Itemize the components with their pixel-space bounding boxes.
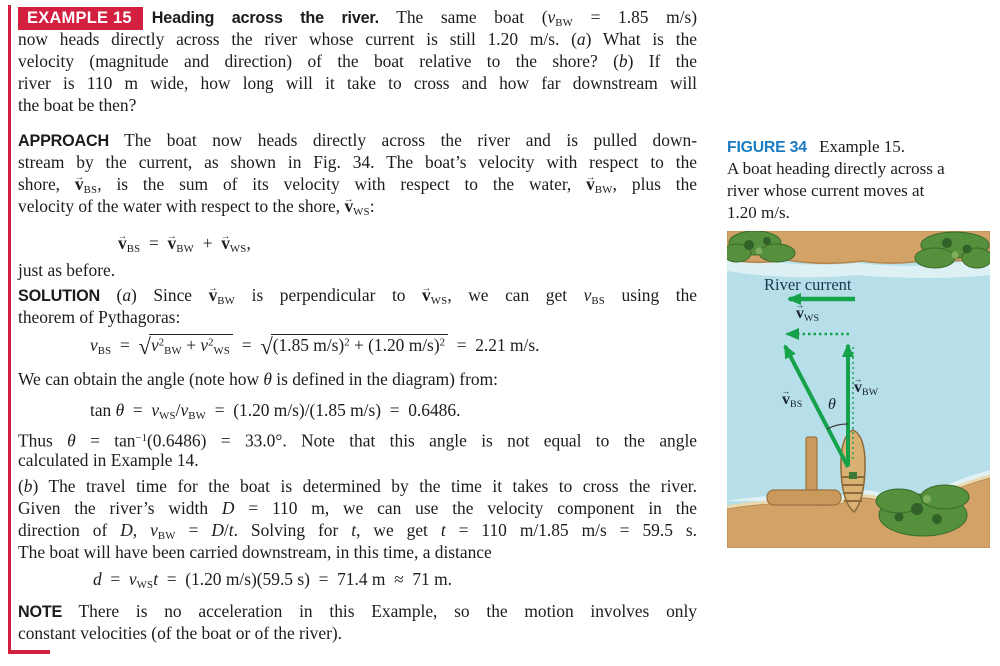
text-run: = — [124, 400, 152, 420]
body-line — [18, 50, 697, 72]
italic-text: v — [583, 285, 592, 305]
figure-column — [727, 136, 991, 548]
text-run: Example 15. — [814, 137, 906, 156]
text-run: constant velocities (of the boat or of the river). — [18, 623, 343, 643]
text-run: , — [132, 520, 151, 540]
bold-label: SOLUTION — [18, 287, 100, 305]
subscript: WS — [229, 243, 247, 256]
overline-group — [271, 334, 448, 355]
equation-line — [18, 231, 697, 255]
figure-label: FIGURE 34 — [727, 139, 807, 156]
text-run: = — [175, 520, 212, 540]
text-run: = — [140, 233, 168, 253]
text-run: velocity of the water with respect to the shore, — [18, 196, 345, 216]
bold-label: Heading across the river. — [151, 9, 379, 27]
subscript: BW — [176, 243, 194, 256]
text-run: The same boat ( — [378, 7, 548, 27]
body-line — [18, 497, 697, 519]
italic-text: v — [128, 569, 137, 589]
dock-log — [767, 490, 841, 505]
italic-text: t — [153, 569, 159, 589]
subscript: WS — [804, 312, 820, 324]
text-run: = (1.20 m/s)/(1.85 m/s) = 0.6486. — [206, 400, 461, 420]
italic-text: t — [440, 520, 446, 540]
subscript: BS — [97, 345, 112, 358]
italic-text: a — [122, 285, 132, 305]
italic-text: v — [180, 400, 189, 420]
text-run: + (1.20 m/s) — [349, 335, 440, 355]
italic-text: a — [576, 29, 586, 49]
italic-text: b — [618, 51, 628, 71]
text-run: river is 110 m wide, how long will it take to cross and how far downstream will — [18, 73, 697, 93]
text-run: , we can get — [447, 285, 584, 305]
italic-text: v — [150, 335, 159, 355]
superscript: 2 — [208, 336, 214, 349]
superscript: 2 — [344, 336, 350, 349]
subscript: BS — [790, 398, 803, 410]
text-run: River current — [764, 275, 852, 294]
text-run: There is no acceleration in this Example, so the motion involves only — [62, 601, 697, 621]
body-line — [727, 180, 991, 202]
text-run: = 2.21 m/s. — [448, 335, 540, 355]
italic-text: t — [228, 520, 234, 540]
boat-motor — [849, 472, 857, 479]
figure-caption — [727, 136, 991, 224]
text-run: ) What is the — [585, 29, 698, 49]
body-line — [18, 541, 697, 563]
text-run: velocity (magnitude and direction) of the boat relative to the shore? ( — [18, 51, 619, 71]
text-run: Thus — [18, 430, 68, 451]
subscript: BW — [555, 17, 574, 30]
italic-text: θ — [263, 369, 272, 389]
subscript: BW — [164, 345, 182, 358]
text-run: stream by the current, as shown in Fig. 34. The boat’s velocity with respect to the — [18, 152, 697, 172]
vector-symbol: → v — [344, 195, 353, 217]
subscript: BS — [591, 295, 605, 308]
body-line — [18, 427, 697, 449]
vbw-label — [854, 379, 878, 398]
italic-text: b — [23, 476, 33, 496]
vector-symbol: → v — [422, 284, 431, 306]
text-run: ( — [18, 476, 24, 496]
bold-label: APPROACH — [18, 132, 109, 150]
left-red-rule — [8, 5, 11, 653]
italic-text: D — [221, 498, 235, 518]
text-run: ) Since — [131, 285, 209, 305]
text-run: is defined in the diagram) from: — [271, 369, 498, 389]
equation-line — [18, 398, 697, 422]
text-run: + — [181, 335, 201, 355]
body-line — [18, 259, 697, 281]
text-run: , plus the — [612, 174, 697, 194]
overline-group — [149, 334, 233, 358]
left-red-rule-foot — [8, 650, 50, 654]
superscript: 2 — [158, 336, 165, 349]
text-run: The boat now heads directly across the river and is pulled down- — [108, 130, 697, 150]
text-run: , we get — [356, 520, 441, 540]
body-line — [18, 519, 697, 541]
text-run: The boat will have been carried downstream, in this time, a distance — [18, 542, 492, 562]
subscript: BW — [157, 530, 176, 543]
text-run: direction of — [18, 520, 121, 540]
body-line — [18, 94, 697, 116]
body-line — [18, 129, 697, 151]
example-banner: EXAMPLE 15 — [18, 7, 143, 30]
text-run: , is the sum of its velocity with respect to the water, — [97, 174, 587, 194]
subscript: BW — [594, 184, 613, 197]
subscript: WS — [430, 295, 448, 308]
text-run: A boat heading directly across a — [727, 159, 945, 178]
text-run: theorem of Pythagoras: — [18, 307, 181, 327]
text-run: is perpendicular to — [235, 285, 423, 305]
body-line — [18, 622, 697, 644]
vector-symbol: → v — [586, 173, 595, 195]
text-run: = — [101, 569, 129, 589]
superscript: −1 — [135, 432, 147, 444]
text-run: now heads directly across the river whose current is still 1.20 m/s. ( — [18, 29, 577, 49]
text-run: = 110 m, we can use the velocity component in the — [234, 498, 697, 518]
body-line — [18, 306, 697, 328]
body-line — [18, 72, 697, 94]
subscript: BW — [862, 386, 879, 398]
subscript: WS — [353, 206, 370, 219]
italic-text: v — [150, 520, 158, 540]
vector-symbol: → v — [209, 284, 218, 306]
italic-text: v — [547, 7, 556, 27]
text-run: Given the river’s width — [18, 498, 222, 518]
radical-sign: √ — [260, 334, 273, 360]
body-line — [18, 195, 697, 217]
text-run: = tan — [75, 430, 136, 451]
subscript: WS — [136, 579, 154, 592]
vector-symbol: → v — [221, 231, 230, 255]
italic-text: θ — [828, 396, 836, 413]
body-line — [18, 449, 697, 471]
vector-symbol: → v — [796, 305, 804, 323]
italic-text: θ — [115, 400, 125, 420]
example-box — [18, 6, 697, 644]
near-bank-bush — [876, 485, 969, 536]
italic-text: θ — [67, 430, 76, 451]
italic-text: v — [151, 400, 160, 420]
equation-line — [18, 567, 697, 591]
body-line — [18, 28, 697, 50]
text-run: . Solving for — [233, 520, 352, 540]
italic-text: D — [120, 520, 133, 540]
radical-sign: √ — [138, 334, 151, 360]
text-run: (0.6486) = 33.0°. Note that this angle is not equal to the angle — [146, 430, 697, 451]
text-run: (1.85 m/s) — [272, 335, 345, 355]
subscript: BS — [126, 243, 141, 256]
vector-symbol: → v — [75, 173, 84, 195]
text-run: = (1.20 m/s)(59.5 s) = 71.4 m ≈ 71 m. — [158, 569, 452, 589]
theta-label — [828, 396, 836, 414]
text-run: / — [175, 400, 181, 420]
italic-text: v — [90, 335, 98, 355]
text-run: 1.20 m/s. — [727, 203, 790, 222]
text-run: + — [194, 233, 222, 253]
body-line — [727, 158, 991, 180]
italic-text: v — [200, 335, 209, 355]
text-run: ) The travel time for the boat is determined by the time it takes to cross the river. — [32, 476, 697, 496]
vws-label — [796, 305, 819, 324]
vector-symbol: → v — [168, 231, 177, 255]
text-run: : — [369, 196, 375, 216]
italic-text: D — [211, 520, 224, 540]
text-run: calculated in Example 14. — [18, 450, 199, 470]
text-run: ) If the — [627, 51, 697, 71]
bold-label: NOTE — [18, 603, 63, 621]
body-line — [727, 202, 991, 224]
text-run: = — [111, 335, 139, 355]
river-current-label — [764, 275, 852, 295]
body-line — [18, 173, 697, 195]
equation-line — [18, 330, 697, 360]
text-run: using the — [604, 285, 698, 305]
body-line — [18, 475, 697, 497]
text-run: tan — [90, 400, 116, 420]
vector-symbol: → v — [854, 379, 862, 397]
vector-symbol: → v — [118, 231, 127, 255]
vector-symbol: → v — [782, 391, 790, 409]
vbs-label — [782, 391, 803, 410]
text-run: ( — [99, 285, 123, 305]
body-line — [18, 600, 697, 622]
subscript: BW — [188, 410, 207, 423]
text-run: = — [233, 335, 261, 355]
text-run: just as before. — [18, 260, 116, 280]
body-line — [18, 6, 697, 28]
figure-illustration — [727, 231, 990, 548]
subscript: WS — [213, 345, 231, 358]
text-run: = 1.85 m/s) — [573, 7, 698, 27]
text-run: the boat be then? — [18, 95, 137, 115]
italic-text: d — [93, 569, 102, 589]
body-line — [18, 368, 697, 390]
text-run: river whose current moves at — [727, 181, 925, 200]
body-line — [727, 136, 991, 158]
subscript: WS — [159, 410, 176, 423]
superscript: 2 — [439, 336, 446, 349]
body-line — [18, 284, 697, 306]
text-run: We can obtain the angle (note how — [18, 369, 264, 389]
subscript: BW — [217, 295, 236, 308]
text-run: , — [246, 233, 251, 253]
subscript: BS — [83, 184, 98, 197]
italic-text: t — [351, 520, 357, 540]
text-run: = 110 m/1.85 m/s = 59.5 s. — [445, 520, 697, 540]
text-run: shore, — [18, 174, 75, 194]
text-run: / — [223, 520, 229, 540]
